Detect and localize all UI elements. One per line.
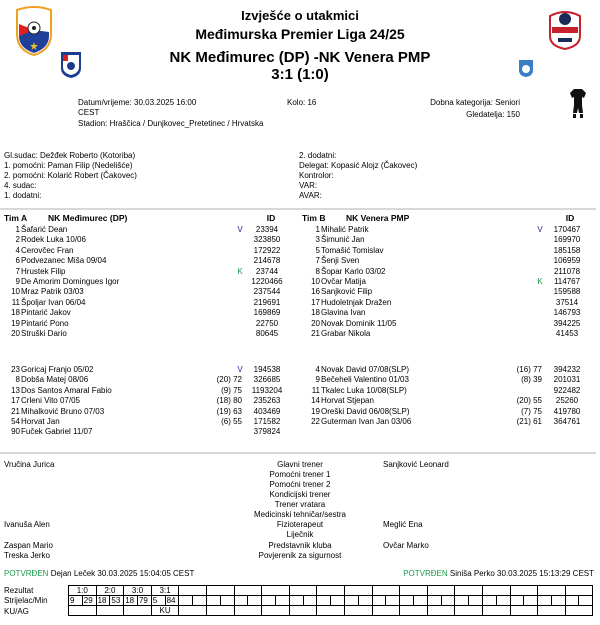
player-row	[300, 287, 596, 297]
label-scorer-minute: Strijelac/Min	[4, 596, 48, 605]
goal-minute-cell	[579, 596, 593, 606]
player-row	[0, 267, 296, 277]
player-id: 172922	[253, 245, 281, 255]
player-id: 419780	[553, 406, 581, 416]
goalkeeper-mark: V	[237, 365, 243, 374]
match-stadium: Stadion: Hraščica / Dunjkovec_Pretetinec / Hrvatska	[78, 119, 264, 128]
official-main-referee: Gl.sudac: Dežđek Roberto (Kotoriba)	[4, 151, 136, 160]
goal-result-cell: 2:0	[96, 586, 124, 596]
confirmation-home-text: Dejan Leček 30.03.2025 15:04:05 CEST	[50, 569, 195, 578]
player-name: Novak Dominik 11/05	[321, 318, 397, 328]
player-number: 17	[311, 297, 320, 307]
official-assistant-2: 2. pomoćni: Kolarić Robert (Čakovec)	[4, 171, 137, 180]
goal-scorer-cell	[427, 596, 441, 606]
player-id: 394225	[553, 318, 581, 328]
player-name: Glavina Ivan	[321, 308, 366, 318]
player-row	[0, 246, 296, 256]
player-name: Mihalković Bruno 07/03	[21, 406, 105, 416]
player-name: Ovčar Matija	[321, 277, 366, 286]
confirmation-away-text: Siniša Perko 30.03.2025 15:13:29 CEST	[449, 569, 594, 578]
player-name: Horvat Jan	[21, 417, 60, 426]
goal-type-cell	[262, 606, 290, 616]
player-id: 106959	[553, 256, 581, 266]
player-id: 1220466	[251, 277, 283, 286]
player-name: Fuček Gabriel 11/07	[21, 427, 93, 437]
goals-row-result	[69, 586, 593, 596]
player-number: 23	[11, 365, 20, 374]
player-number: 8	[15, 375, 20, 385]
player-number: 19	[11, 318, 20, 328]
staff-team-a: Treska Jerko	[4, 551, 50, 560]
goal-scorer-cell	[538, 596, 552, 606]
goal-scorer-cell	[289, 596, 303, 606]
goal-type-cell	[372, 606, 400, 616]
player-number: 1	[315, 225, 320, 234]
goal-minute-cell	[331, 596, 345, 606]
team-a-id-header: ID	[266, 213, 276, 223]
player-id: 25260	[555, 396, 579, 406]
goal-type-cell	[427, 606, 455, 616]
divider	[0, 208, 596, 210]
player-number: 20	[11, 329, 20, 338]
player-name: Oreški David 06/08(SLP)	[321, 406, 410, 416]
player-number: 54	[11, 417, 20, 426]
player-row	[300, 225, 596, 235]
player-name: Špoljar Ivan 06/04	[21, 297, 86, 307]
goal-scorer-cell	[179, 596, 193, 606]
player-name: Struški Dario	[21, 329, 67, 338]
goal-type-cell	[344, 606, 372, 616]
staff-team-a: Vručina Jurica	[4, 460, 55, 469]
substitute-row	[0, 417, 296, 427]
player-name: Tkalec Luka 10/08(SLP)	[321, 385, 407, 395]
substitution-info: (16) 77	[516, 365, 542, 374]
match-round: Kolo: 16	[287, 98, 317, 107]
goal-result-cell	[206, 586, 234, 596]
player-id: 211078	[553, 266, 581, 276]
player-name: Grabar Nikola	[321, 329, 371, 338]
player-number: 14	[311, 396, 320, 406]
black-kit-icon	[570, 88, 586, 120]
substitution-info: (20) 72	[216, 375, 242, 385]
player-id: 214678	[253, 256, 281, 266]
player-number: 18	[311, 308, 320, 318]
official-var: VAR:	[299, 181, 318, 190]
player-row	[300, 246, 596, 256]
player-name: Crleni Vito 07/05	[21, 396, 80, 406]
staff-role: Kondicijski trener	[269, 490, 331, 499]
captain-mark: K	[537, 277, 543, 286]
player-number: 11	[311, 385, 320, 395]
player-name: Guterman Ivan Jan 03/06	[321, 417, 412, 426]
goal-scorer-cell: 18	[124, 596, 138, 606]
goal-minute-cell	[248, 596, 262, 606]
player-id: 219691	[253, 297, 281, 307]
goal-result-cell: 3:0	[124, 586, 152, 596]
player-name: Šenji Sven	[321, 256, 360, 266]
player-number: 9	[315, 375, 320, 385]
player-id: 364761	[553, 417, 581, 426]
player-number: 10	[11, 287, 20, 297]
goal-result-cell	[510, 586, 538, 596]
match-teams: NK Međimurec (DP) -NK Venera PMP	[169, 49, 431, 66]
player-id: 41453	[555, 329, 579, 338]
player-id: 194538	[253, 365, 281, 374]
spectators: Gledatelja: 150	[466, 110, 520, 119]
goal-scorer-cell	[565, 596, 579, 606]
goal-type-cell	[482, 606, 510, 616]
report-title: Izvješće o utakmici	[241, 8, 359, 23]
staff-team-b: Ovčar Marko	[383, 541, 429, 550]
goalkeeper-mark: V	[537, 225, 543, 234]
goal-result-cell	[262, 586, 290, 596]
goal-result-cell	[317, 586, 345, 596]
substitute-row	[0, 365, 296, 375]
substitute-row	[300, 365, 596, 375]
substitute-row	[0, 375, 296, 385]
goal-scorer-cell	[317, 596, 331, 606]
goal-minute-cell	[386, 596, 400, 606]
player-name: Sanjković Filip	[321, 287, 373, 297]
confirmation-home-status: POTVRĐEN	[4, 569, 49, 578]
player-id: 185158	[553, 245, 581, 255]
goal-result-cell: 3:1	[151, 586, 179, 596]
goal-minute-cell	[496, 596, 510, 606]
goal-minute-cell	[193, 596, 207, 606]
player-row	[0, 319, 296, 329]
player-name: Šafarić Dean	[21, 225, 68, 234]
goal-type-cell	[124, 606, 152, 616]
player-id: 201031	[553, 375, 581, 385]
official-fourth: 4. sudac:	[4, 181, 37, 190]
goalkeeper-mark: V	[237, 225, 243, 234]
player-id: 114767	[553, 277, 581, 286]
player-name: Podvezanec Miša 09/04	[21, 256, 107, 266]
substitution-info: (8) 39	[521, 375, 542, 385]
substitute-row	[0, 407, 296, 417]
goal-result-cell	[455, 586, 483, 596]
goal-minute-cell: 84	[165, 596, 179, 606]
player-number: 3	[315, 235, 320, 245]
team-b-name: NK Venera PMP	[346, 213, 410, 223]
goal-scorer-cell	[262, 596, 276, 606]
goal-scorer-cell	[234, 596, 248, 606]
league-name: Međimurska Premier Liga 24/25	[195, 26, 405, 42]
player-name: Novak David 07/08(SLP)	[321, 365, 410, 374]
goals-row-type	[69, 606, 593, 616]
player-row	[300, 308, 596, 318]
goal-scorer-cell	[455, 596, 469, 606]
player-id: 922482	[553, 385, 581, 395]
staff-role: Predstavnik kluba	[268, 541, 332, 550]
player-id: 323850	[253, 235, 281, 245]
age-category: Dobna kategorija: Seniori	[430, 98, 520, 107]
goal-type-cell	[234, 606, 262, 616]
goal-scorer-cell	[344, 596, 358, 606]
officials-left	[4, 151, 137, 201]
goal-minute-cell	[413, 596, 427, 606]
substitute-row	[0, 427, 296, 437]
confirmation-away-status: POTVRĐEN	[403, 569, 448, 578]
player-name: Dobša Matej 08/06	[21, 375, 89, 385]
goal-scorer-cell	[510, 596, 524, 606]
player-number: 9	[15, 277, 20, 286]
player-name: Pintarić Pono	[21, 318, 69, 328]
official-controller: Kontrolor:	[299, 171, 334, 180]
goal-type-cell: KU	[151, 606, 179, 616]
goal-type-cell	[179, 606, 207, 616]
player-name: Pintarić Jakov	[21, 308, 71, 318]
goal-minute-cell	[469, 596, 483, 606]
substitute-row	[0, 386, 296, 396]
substitution-info: (6) 55	[221, 417, 242, 426]
goal-type-cell	[206, 606, 234, 616]
substitution-info: (19) 63	[216, 406, 242, 416]
label-ku-ag: KU/AG	[4, 607, 29, 616]
player-number: 2	[15, 235, 20, 245]
player-number: 8	[315, 266, 320, 276]
match-score: 3:1 (1:0)	[271, 66, 329, 83]
goal-result-cell	[565, 586, 593, 596]
goal-type-cell	[400, 606, 428, 616]
player-number: 20	[311, 318, 320, 328]
goal-result-cell	[289, 586, 317, 596]
staff-role: Pomoćni trener 1	[269, 470, 331, 479]
divider	[0, 452, 596, 454]
goal-minute-cell	[524, 596, 538, 606]
player-name: Mraz Patrik 03/03	[21, 287, 84, 297]
official-additional-1: 1. dodatni:	[4, 191, 42, 200]
goal-scorer-cell: 5	[151, 596, 165, 606]
player-number: 90	[11, 427, 20, 437]
substitution-info: (18) 80	[216, 396, 242, 406]
goal-scorer-cell	[372, 596, 386, 606]
player-name: Tomašić Tomislav	[321, 245, 384, 255]
player-row	[300, 319, 596, 329]
player-name: Šimunić Jan	[321, 235, 365, 245]
substitution-info: (21) 61	[516, 417, 542, 426]
staff-role: Fizioterapeut	[276, 520, 324, 529]
player-id: 379824	[253, 427, 281, 437]
substitute-row	[0, 396, 296, 406]
goal-result-cell: 1:0	[69, 586, 97, 596]
goal-result-cell	[538, 586, 566, 596]
staff-team-b: Meglić Ena	[383, 520, 423, 529]
official-assistant-1: 1. pomoćni: Paman Filip (Nedelišće)	[4, 161, 133, 170]
goal-minute-cell	[551, 596, 565, 606]
player-id: 169869	[253, 308, 281, 318]
goal-result-cell	[400, 586, 428, 596]
goal-type-cell	[510, 606, 538, 616]
player-number: 22	[311, 417, 320, 426]
substitute-row	[300, 375, 596, 385]
goal-minute-cell: 79	[137, 596, 151, 606]
player-row	[300, 256, 596, 266]
player-row	[300, 267, 596, 277]
confirmation-home	[4, 569, 194, 579]
match-timezone: CEST	[78, 108, 100, 117]
player-number: 19	[311, 406, 320, 416]
goal-minute-cell	[275, 596, 289, 606]
player-id: 170467	[553, 225, 581, 234]
player-name: Hrustek Filip	[21, 266, 66, 276]
player-row	[0, 235, 296, 245]
player-id: 22750	[255, 318, 279, 328]
confirmation-away	[403, 569, 594, 579]
staff-team-a: Ivanuša Alen	[4, 520, 50, 529]
goal-minute-cell	[303, 596, 317, 606]
goal-type-cell	[455, 606, 483, 616]
goal-scorer-cell: 18	[96, 596, 110, 606]
goal-type-cell	[317, 606, 345, 616]
player-id: 23744	[255, 266, 279, 276]
team-a-name: NK Međimurec (DP)	[48, 213, 128, 223]
player-id: 23394	[255, 225, 279, 234]
staff-role: Trener vratara	[274, 500, 326, 509]
player-name: Cerovčec Fran	[21, 245, 74, 255]
player-row	[300, 329, 596, 339]
substitution-info: (9) 75	[221, 385, 242, 395]
goal-minute-cell	[358, 596, 372, 606]
goal-result-cell	[427, 586, 455, 596]
staff-role: Povjerenik za sigurnost	[258, 551, 342, 560]
player-name: Dos Santos Amaral Fabio	[21, 385, 112, 395]
staff-role: Medicinski tehničar/sestra	[253, 510, 347, 519]
player-number: 18	[11, 308, 20, 318]
goal-minute-cell: 53	[110, 596, 124, 606]
player-name: Goricaj Franjo 05/02	[21, 365, 94, 374]
official-avar: AVAR:	[299, 191, 322, 200]
player-row	[0, 329, 296, 339]
staff-team-a: Zaspan Mario	[4, 541, 53, 550]
player-id: 394232	[553, 365, 581, 374]
goal-type-cell	[69, 606, 97, 616]
goal-type-cell	[565, 606, 593, 616]
goal-minute-cell	[220, 596, 234, 606]
player-number: 7	[315, 256, 320, 266]
player-number: 10	[311, 277, 320, 286]
match-datetime: Datum/vrijeme: 30.03.2025 16:00	[78, 98, 197, 107]
substitute-row	[300, 386, 596, 396]
player-id: 235263	[253, 396, 281, 406]
player-id: 146793	[553, 308, 581, 318]
goal-result-cell	[482, 586, 510, 596]
player-id: 1193204	[251, 385, 283, 395]
player-row	[0, 256, 296, 266]
player-row	[300, 235, 596, 245]
player-number: 7	[15, 266, 20, 276]
player-number: 1	[15, 225, 20, 234]
player-name: Mihalić Patrik	[321, 225, 369, 234]
player-number: 17	[11, 396, 20, 406]
player-row	[0, 308, 296, 318]
goal-type-cell	[96, 606, 124, 616]
player-name: Bečeheli Valentino 01/03	[321, 375, 409, 385]
player-row	[300, 277, 596, 287]
goal-scorer-cell	[482, 596, 496, 606]
player-name: De Amorim Domingues Igor	[21, 277, 120, 286]
player-name: Hudoletnjak Dražen	[321, 297, 392, 307]
substitute-row	[300, 417, 596, 427]
player-number: 4	[315, 365, 320, 374]
player-number: 6	[15, 256, 20, 266]
goal-scorer-cell	[400, 596, 414, 606]
goal-scorer-cell: 9	[69, 596, 83, 606]
official-additional-2: 2. dodatni:	[299, 151, 337, 160]
staff-role: Pomoćni trener 2	[269, 480, 331, 489]
team-b-label: Tim B	[302, 213, 326, 223]
player-id: 37514	[555, 297, 579, 307]
player-number: 11	[11, 297, 20, 307]
player-name: Šopar Karlo 03/02	[321, 266, 386, 276]
player-number: 5	[315, 245, 320, 255]
goal-result-cell	[344, 586, 372, 596]
player-number: 16	[311, 287, 320, 297]
player-id: 159588	[553, 287, 581, 297]
player-number: 13	[11, 385, 20, 395]
player-row	[300, 298, 596, 308]
player-number: 21	[311, 329, 320, 338]
team-b-id-header: ID	[565, 213, 575, 223]
player-row	[0, 225, 296, 235]
official-delegate: Delegat: Kopasić Alojz (Čakovec)	[299, 161, 418, 170]
player-id: 326685	[253, 375, 281, 385]
substitution-info: (7) 75	[521, 406, 542, 416]
player-row	[0, 287, 296, 297]
goal-result-cell	[179, 586, 207, 596]
goal-type-cell	[538, 606, 566, 616]
player-id: 171582	[253, 417, 281, 426]
player-row	[0, 298, 296, 308]
player-id: 80645	[255, 329, 279, 338]
goal-minute-cell	[441, 596, 455, 606]
goals-table	[68, 585, 593, 616]
team-a-label: Tim A	[4, 213, 28, 223]
goal-result-cell	[372, 586, 400, 596]
substitute-row	[300, 396, 596, 406]
staff-team-b: Sanjković Leonard	[383, 460, 449, 469]
goal-result-cell	[234, 586, 262, 596]
player-number: 4	[15, 245, 20, 255]
substitution-info: (20) 55	[516, 396, 542, 406]
player-id: 169970	[553, 235, 581, 245]
goal-type-cell	[289, 606, 317, 616]
player-name: Rodek Luka 10/06	[21, 235, 86, 245]
captain-mark: K	[237, 266, 243, 276]
staff-role: Glavni trener	[277, 460, 323, 469]
goal-minute-cell: 29	[82, 596, 96, 606]
player-row	[0, 277, 296, 287]
player-name: Horvat Stjepan	[321, 396, 374, 406]
player-id: 237544	[253, 287, 281, 297]
goals-row-scorer	[69, 596, 593, 606]
officials-right	[299, 151, 417, 201]
player-id: 403469	[253, 406, 281, 416]
staff-role: Liječnik	[286, 530, 314, 539]
player-number: 21	[11, 406, 20, 416]
substitute-row	[300, 407, 596, 417]
goal-scorer-cell	[206, 596, 220, 606]
label-result: Rezultat	[4, 586, 34, 595]
